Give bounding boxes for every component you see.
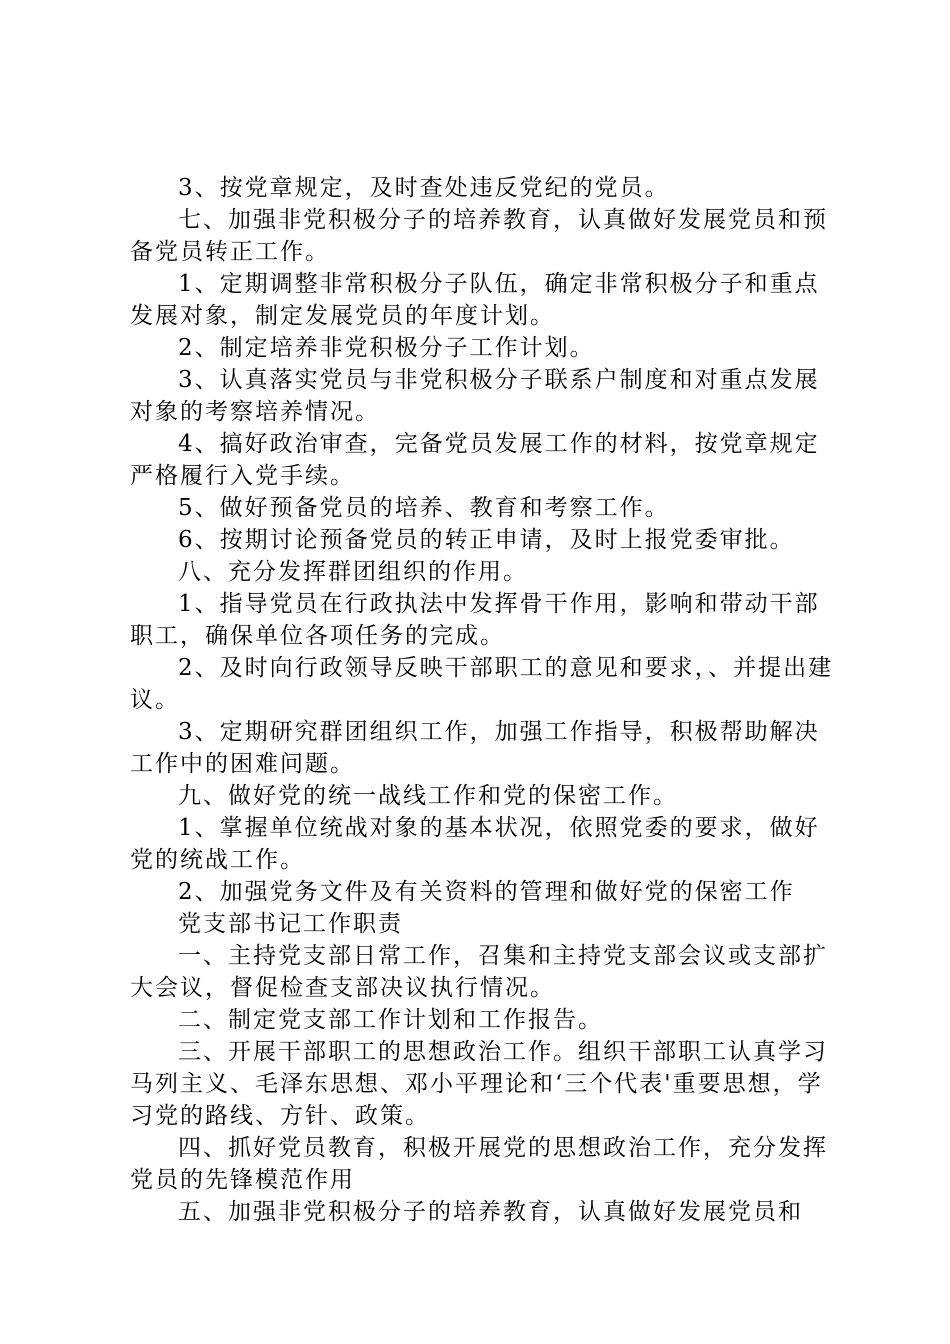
- section-heading: 九、做好党的统一战线工作和党的保密工作。: [178, 783, 678, 809]
- paragraph: 3、定期研究群团组织工作，加强工作指导，积极帮助解决工作中的困难问题。: [130, 719, 820, 777]
- paragraph: 2、及时向行政领导反映干部职工的意见和要求，、并提出建议。: [130, 655, 834, 713]
- document-body: [130, 172, 834, 1228]
- paragraph: 2、加强党务文件及有关资料的管理和做好党的保密工作: [178, 879, 795, 905]
- paragraph: 5、做好预备党员的培养、教育和考察工作。: [178, 495, 670, 521]
- paragraph: 二、制定党支部工作计划和工作报告。: [178, 1007, 603, 1033]
- paragraph: 3、按党章规定，及时查处违反党纪的党员。: [178, 175, 670, 201]
- section-heading: 七、加强非党积极分子的培养教育，认真做好发展党员和预备党员转正工作。: [130, 207, 828, 265]
- section-heading: 八、充分发挥群团组织的作用。: [178, 559, 528, 585]
- section-title: 党支部书记工作职责: [178, 911, 403, 937]
- paragraph: 2、制定培养非党积极分子工作计划。: [178, 335, 595, 361]
- paragraph: 四、抓好党员教育，积极开展党的思想政治工作，充分发挥党员的先锋模范作用: [130, 1135, 828, 1193]
- paragraph: 1、指导党员在行政执法中发挥骨干作用，影响和带动干部职工，确保单位各项任务的完成。: [130, 591, 820, 649]
- paragraph: 一、主持党支部日常工作，召集和主持党支部会议或支部扩大会议，督促检查支部决议执行情况。: [130, 943, 828, 1001]
- paragraph: 6、按期讨论预备党员的转正申请，及时上报党委审批。: [178, 527, 795, 553]
- paragraph: 1、定期调整非常积极分子队伍，确定非常积极分子和重点发展对象，制定发展党员的年度计划。: [130, 271, 820, 329]
- paragraph: 3、认真落实党员与非党积极分子联系户制度和对重点发展对象的考察培养情况。: [130, 367, 820, 425]
- paragraph: 三、开展干部职工的思想政治工作。组织干部职工认真学习马列主义、毛泽东思想、邓小平理论和‘三个代表'重要思想，学习党的路线、方针、政策。: [130, 1039, 828, 1129]
- paragraph: 4、搞好政治审查，完备党员发展工作的材料，按党章规定严格履行入党手续。: [130, 431, 820, 489]
- paragraph: 五、加强非党积极分子的培养教育，认真做好发展党员和: [178, 1199, 803, 1225]
- paragraph: 1、掌握单位统战对象的基本状况，依照党委的要求，做好党的统战工作。: [130, 815, 820, 873]
